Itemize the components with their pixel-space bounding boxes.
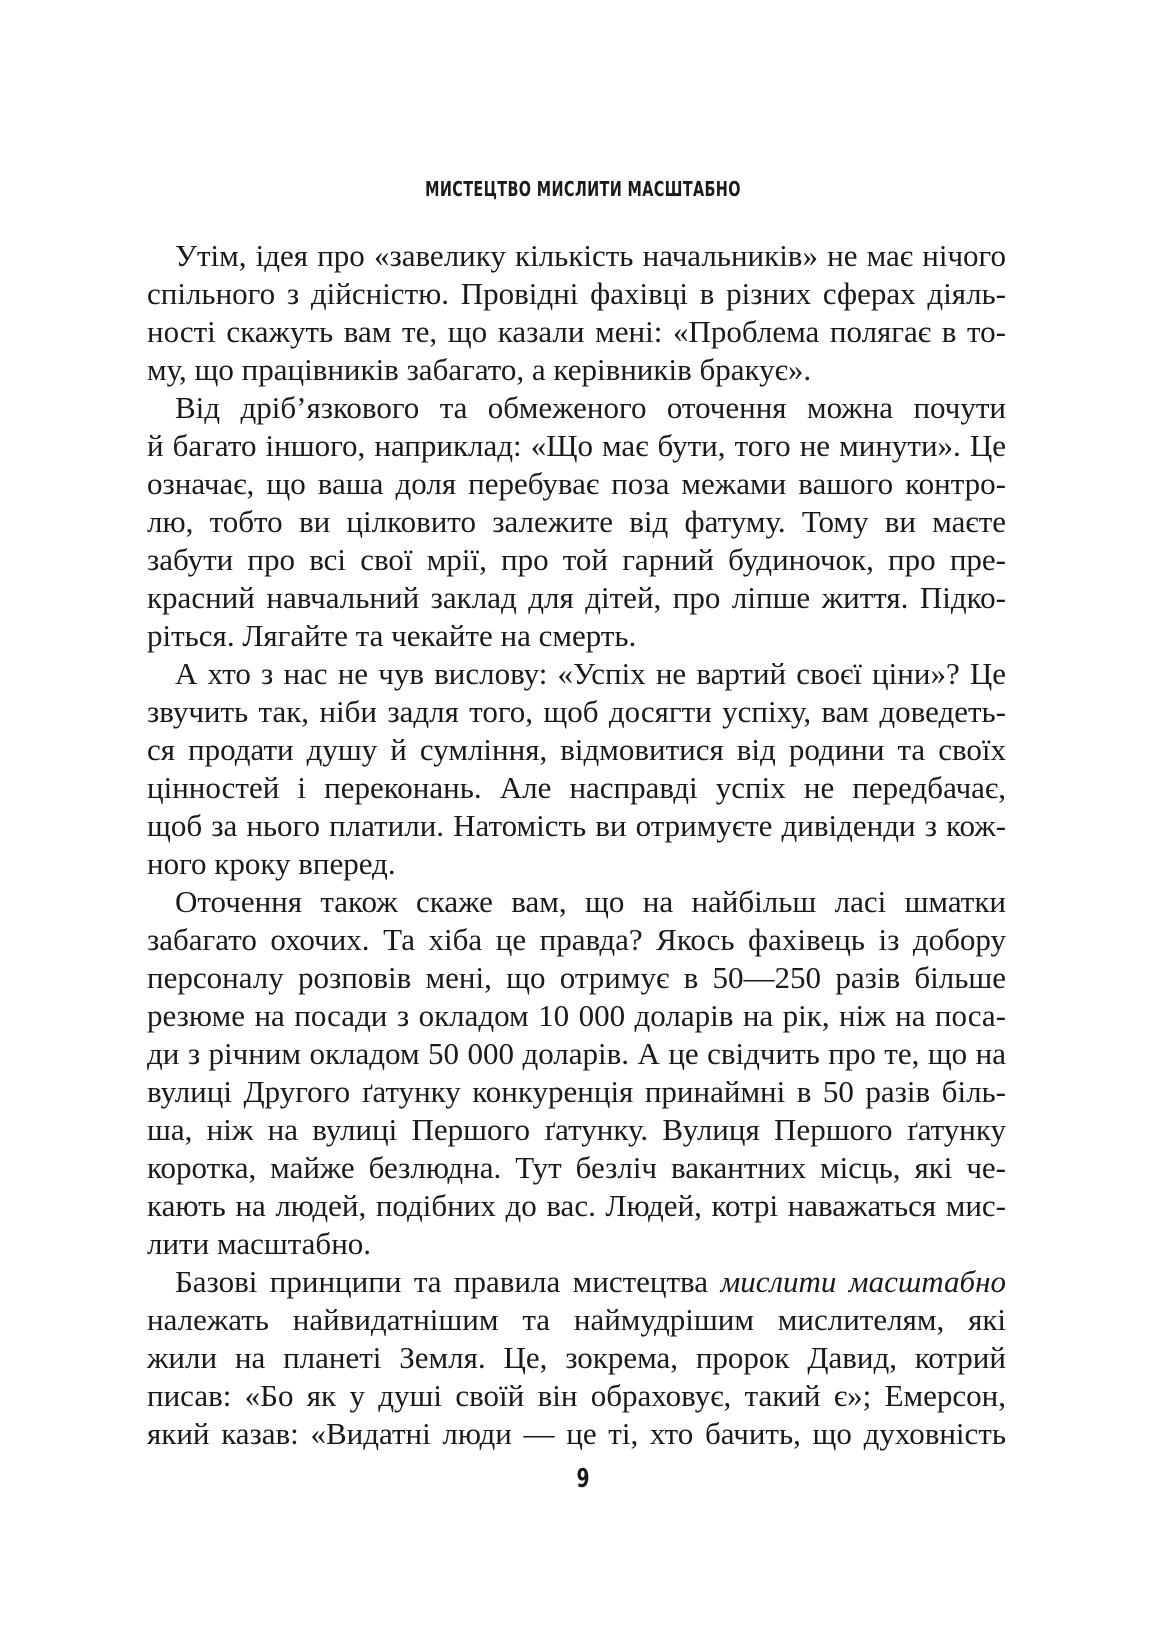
text-line: забагато охочих. Та хіба це правда? Якось фахівець із добору — [147, 922, 1006, 957]
text-line: ного кроку вперед. — [147, 846, 396, 881]
text-line: ша, ніж на вулиці Першого ґатунку. Вулиця Першого ґатунку — [147, 1112, 1006, 1147]
text-line: красний навчальний заклад для дітей, про ліпше життя. Підко- — [147, 580, 1006, 615]
text-line: Від дріб’язкового та обмеженого оточення можна почути — [175, 390, 1006, 425]
running-head-title: МИСТЕЦТВО МИСЛИТИ МАСШТАБНО — [425, 177, 741, 201]
text-line: кають на людей, подібних до вас. Людей, котрі наважаться мис- — [147, 1188, 1006, 1223]
text-line: вулиці Другого ґатунку конкуренція принаймні в 50 разів біль- — [147, 1074, 1006, 1109]
text-line — [147, 1263, 1006, 1301]
text-line: жили на планеті Земля. Це, зокрема, пророк Давид, котрий — [147, 1340, 1006, 1375]
text-line: ності скажуть вам те, що казали мені: «Проблема полягає в то- — [147, 314, 1006, 349]
text-line: цінностей і переконань. Але насправді успіх не передбачає, — [147, 770, 1006, 805]
text-line: щоб за нього платили. Натомість ви отримуєте дивіденди з кож- — [147, 808, 1006, 843]
text-line: персоналу розповів мені, що отримує в 50—250 разів більше — [147, 960, 1006, 995]
italic-phrase: мислити масштабно — [720, 1264, 1006, 1299]
text-line: й багато іншого, наприклад: «Що має бути, того не минути». Це — [147, 428, 1006, 463]
text-line: писав: «Бо як у душі своїй він обраховує, такий є»; Емерсон, — [147, 1378, 1006, 1413]
body-text — [147, 237, 1006, 1453]
text-line: лити масштабно. — [147, 1226, 372, 1261]
text-line: Утім, ідея про «завелику кількість начальників» не має нічого — [175, 238, 1006, 273]
text-line: спільного з дійсністю. Провідні фахівці в різних сферах діяль- — [147, 276, 1006, 311]
page-number: 9 — [576, 1464, 590, 1494]
text-line: лю, тобто ви цілковито залежите від фатуму. Тому ви маєте — [147, 504, 1006, 539]
text-line: ди з річним окладом 50 000 доларів. А це свідчить про те, що на — [147, 1036, 1006, 1071]
text-line: коротка, майже безлюдна. Тут безліч вакантних місць, які че- — [147, 1150, 1006, 1185]
text-line: Оточення також скаже вам, що на найбільш ласі шматки — [175, 884, 1006, 919]
text-line: ся продати душу й сумління, відмовитися від родини та своїх — [147, 732, 1006, 767]
text-line: який казав: «Видатні люди — це ті, хто бачить, що духовність — [147, 1416, 1006, 1451]
text-line: му, що працівників забагато, а керівників бракує». — [147, 352, 812, 387]
text-line: ріться. Лягайте та чекайте на смерть. — [147, 618, 637, 653]
text-line: А хто з нас не чув вислову: «Успіх не вартий своєї ціни»? Це — [175, 656, 1006, 691]
text-line: звучить так, ніби задля того, щоб досягти успіху, вам доведеть- — [147, 694, 1006, 729]
text-segment: Базові принципи та правила мистецтва — [175, 1264, 721, 1299]
text-line: резюме на посади з окладом 10 000 доларів на рік, ніж на поса- — [147, 998, 1006, 1033]
text-line: належать найвидатнішим та наймудрішим мислителям, які — [147, 1302, 1006, 1337]
text-line: означає, що ваша доля перебуває поза межами вашого контро- — [147, 466, 1006, 501]
text-line: забути про всі свої мрії, про той гарний будиночок, про пре- — [147, 542, 1006, 577]
